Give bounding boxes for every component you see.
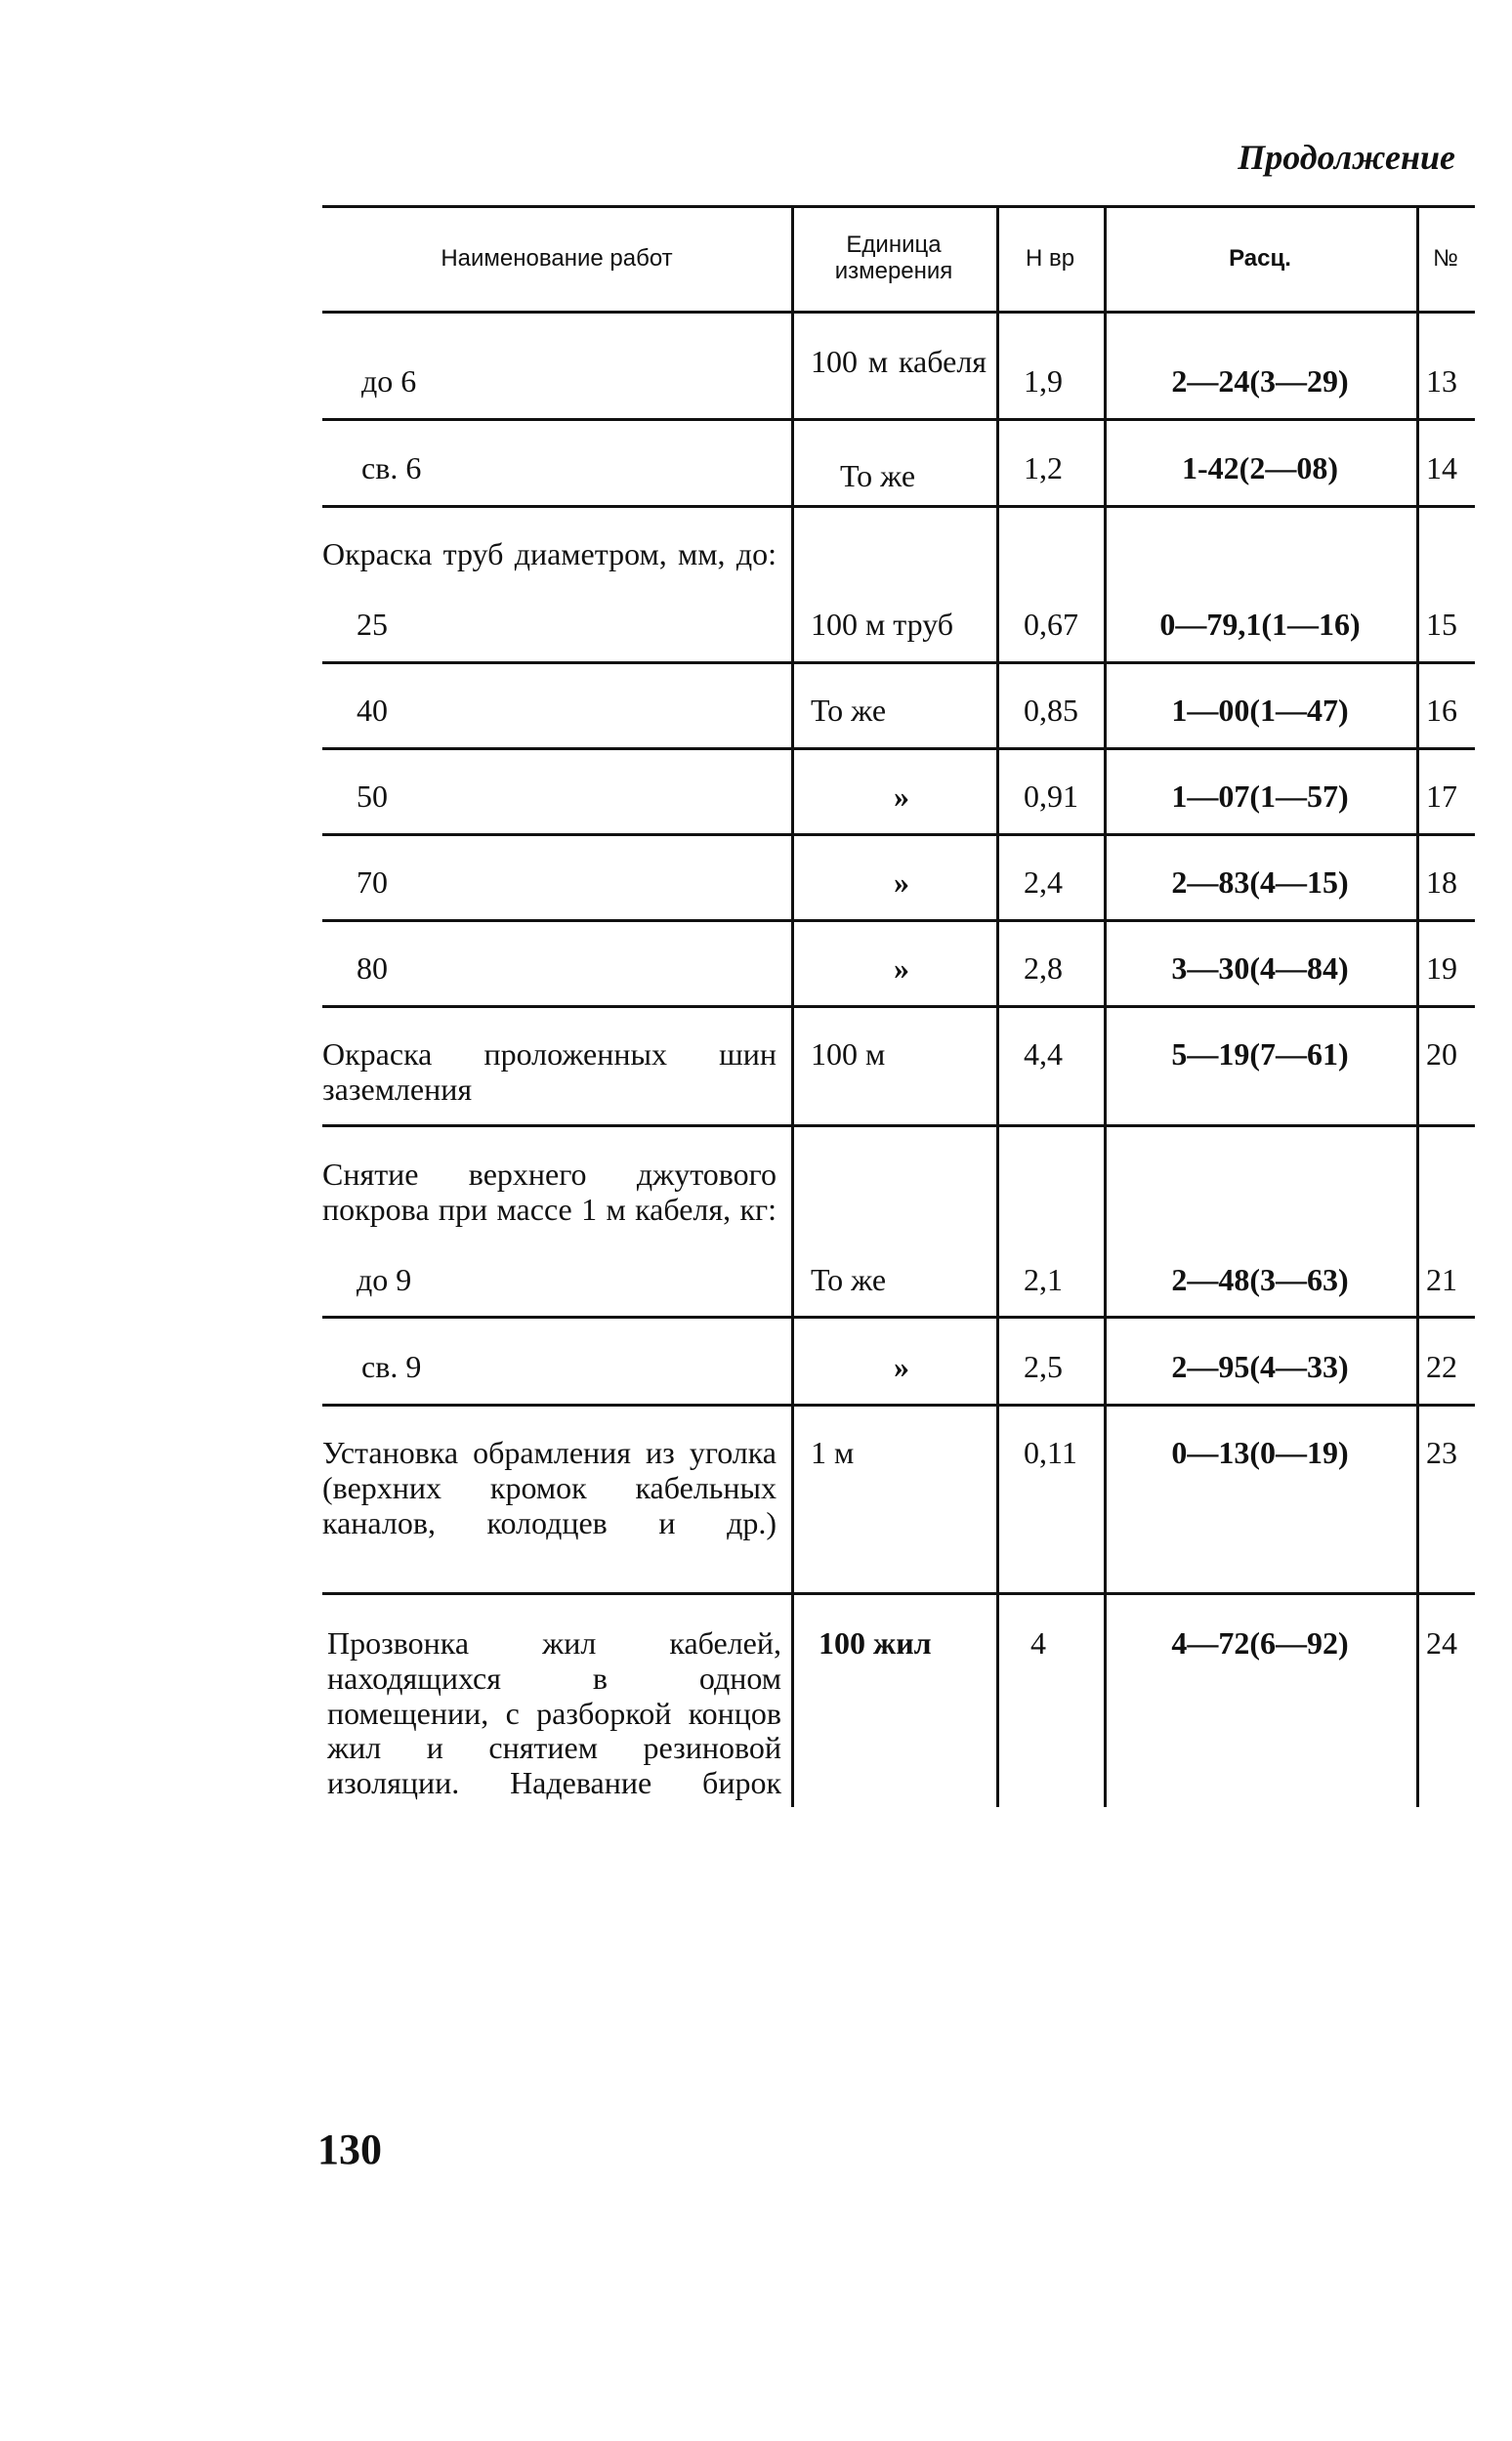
table-row-name: 50 (357, 779, 388, 814)
table-row-unit: 100 м кабеля (811, 344, 987, 379)
table-row-norm: 0,11 (1024, 1435, 1077, 1470)
column-divider (1104, 205, 1107, 1807)
table-row-unit: То же (840, 458, 916, 493)
column-header-norm: Н вр (1025, 245, 1075, 272)
header-bottom-rule (322, 311, 1475, 314)
table-row-unit: 100 м (811, 1036, 886, 1072)
row-divider (322, 919, 1475, 922)
table-row-norm: 0,91 (1024, 779, 1078, 814)
table-row-name: Установка обрамления из уголка (верхних кромок кабельных каналов, колодцев и др.) (322, 1435, 777, 1540)
table-row-unit: То же (811, 1262, 887, 1297)
row-divider (322, 1316, 1475, 1319)
column-header-name: Наименование работ (441, 245, 673, 272)
row-divider (322, 1005, 1475, 1008)
table-row-norm: 1,2 (1024, 450, 1063, 485)
table-row-number: 20 (1426, 1036, 1457, 1072)
table-row-name: до 6 (361, 363, 417, 399)
table-row-rate: 4—72(6—92) (1171, 1625, 1349, 1661)
row-divider (322, 747, 1475, 750)
table-row-name: до 9 (357, 1262, 412, 1297)
table-row-unit: » (894, 779, 909, 814)
table-row-norm: 4,4 (1024, 1036, 1063, 1072)
table-row-title: Снятие верхнего джутового покрова при массе 1 м кабеля, кг: (322, 1157, 777, 1227)
table-row-rate: 1—07(1—57) (1171, 779, 1349, 814)
table-row-number: 18 (1426, 864, 1457, 900)
row-divider (322, 418, 1475, 421)
table-row-norm: 2,1 (1024, 1262, 1063, 1297)
table-row-name: св. 9 (361, 1349, 422, 1384)
table-row-unit: 100 м труб (811, 607, 954, 642)
table-row-rate: 5—19(7—61) (1171, 1036, 1349, 1072)
continuation-label: Продолжение (1238, 138, 1455, 177)
row-divider (322, 505, 1475, 508)
column-divider (791, 205, 794, 1807)
table-row-rate: 3—30(4—84) (1171, 950, 1349, 986)
table-row-unit: » (894, 1349, 909, 1384)
table-row-rate: 0—79,1(1—16) (1159, 607, 1361, 642)
table-row-rate: 2—48(3—63) (1171, 1262, 1349, 1297)
table-top-rule (322, 205, 1475, 208)
table-row-number: 17 (1426, 779, 1457, 814)
table-row-norm: 4 (1030, 1625, 1046, 1661)
table-row-unit: » (894, 950, 909, 986)
table-row-norm: 0,67 (1024, 607, 1078, 642)
column-divider (996, 205, 999, 1807)
table-row-number: 22 (1426, 1349, 1457, 1384)
table-row-name: 40 (357, 693, 388, 728)
table-row-rate: 1—00(1—47) (1171, 693, 1349, 728)
table-row-name: 70 (357, 864, 388, 900)
row-divider (322, 833, 1475, 836)
table-row-rate: 1-42(2—08) (1182, 450, 1338, 485)
column-header-unit: Единица измерения (834, 231, 953, 284)
row-divider (322, 1124, 1475, 1127)
row-divider (322, 661, 1475, 664)
column-header-rate: Расц. (1229, 245, 1291, 272)
row-divider (322, 1404, 1475, 1407)
table-row-number: 24 (1426, 1625, 1457, 1661)
table-row-number: 15 (1426, 607, 1457, 642)
table-row-number: 16 (1426, 693, 1457, 728)
table-row-norm: 2,5 (1024, 1349, 1063, 1384)
table-row-name: св. 6 (361, 450, 422, 485)
table-row-unit: 1 м (811, 1435, 855, 1470)
table-row-norm: 0,85 (1024, 693, 1078, 728)
table-row-rate: 2—24(3—29) (1171, 363, 1349, 399)
column-header-number: № (1433, 245, 1458, 272)
table-row-number: 21 (1426, 1262, 1457, 1297)
table-row-number: 23 (1426, 1435, 1457, 1470)
table-row-rate: 2—95(4—33) (1171, 1349, 1349, 1384)
table-row-rate: 0—13(0—19) (1171, 1435, 1349, 1470)
table-row-name: 25 (357, 607, 388, 642)
table-row-unit: 100 жил (819, 1625, 932, 1661)
table-row-number: 13 (1426, 363, 1457, 399)
column-divider (1416, 205, 1419, 1807)
table-row-rate: 2—83(4—15) (1171, 864, 1349, 900)
table-row-norm: 1,9 (1024, 363, 1063, 399)
table-row-name: Окраска проложенных шин заземления (322, 1036, 777, 1107)
table-row-name: Прозвонка жил кабелей, находящихся в одном помещении, с разборкой концов жил и снятием резиновой изоляции. Надевание бирок (327, 1625, 781, 1801)
rates-table (322, 205, 1475, 1807)
row-divider (322, 1592, 1475, 1595)
table-row-unit: То же (811, 693, 887, 728)
page-number: 130 (317, 2125, 382, 2173)
table-row-norm: 2,4 (1024, 864, 1063, 900)
table-row-name: 80 (357, 950, 388, 986)
table-row-norm: 2,8 (1024, 950, 1063, 986)
table-row-title: Окраска труб диаметром, мм, до: (322, 536, 777, 571)
table-row-number: 19 (1426, 950, 1457, 986)
table-row-number: 14 (1426, 450, 1457, 485)
table-row-unit: » (894, 864, 909, 900)
